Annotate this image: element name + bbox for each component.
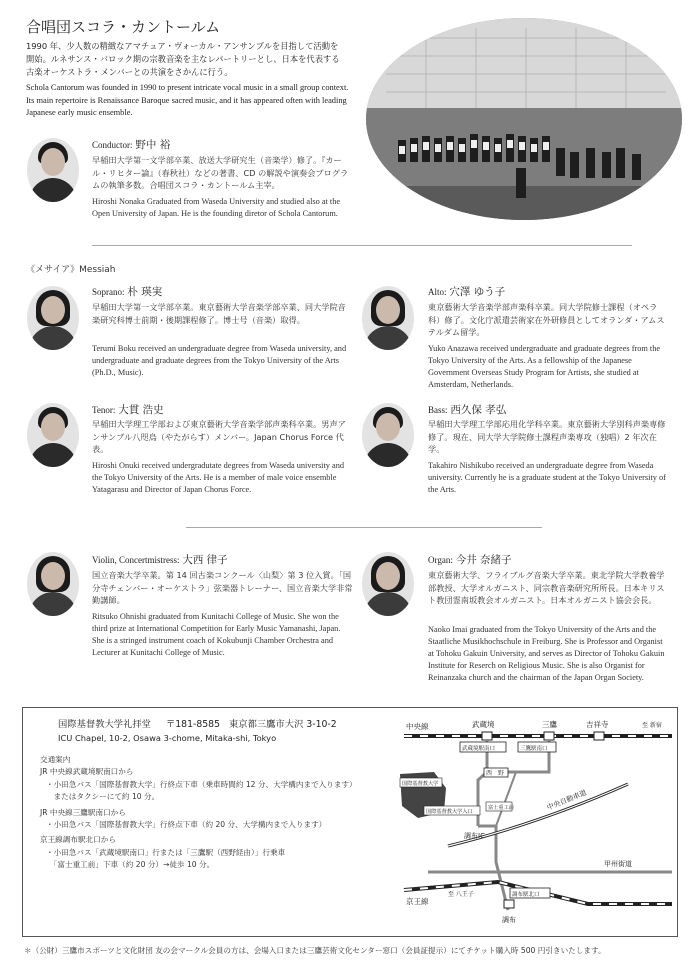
choir-description-jp: 1990 年、少人数の精緻なアマチュア・ヴォーカル・アンサンブルを目指して活動を開始。ルネサンス・バロック期の宗教音楽を主なレパートリーとし、日本を代表する古楽オーケストラ・メンバーとの共演をさかんに行う。 (26, 41, 340, 77)
soprano-photo (27, 286, 79, 350)
alto-bio-jp: 東京藝術大学音楽学部声楽科卒業。同大学院修士課程（オペラ科）修了。文化庁派遣芸術家在外研修員としてオランダ・アムステルダム留学。 (428, 302, 665, 337)
access-line: またはタクシーにて約 10 分。 (46, 792, 160, 802)
tenor-label: Tenor: (92, 405, 116, 415)
access-line: ・小田急バス「国際基督教大学」行終点下車（約 20 分、大学構内まで入ります） (46, 820, 327, 830)
bass-photo (362, 403, 414, 467)
access-heading: 交通案内 (40, 755, 71, 764)
tenor-bio-en: Hiroshi Onuki received undergradutate degrees from Waseda university and the Tokyo University of the Arts. He is a member of male voice ensemble Yatagarasu and Director of Japan Chorus Force. (92, 461, 344, 494)
access-line: ・小田急バス「武蔵境駅南口」行または「三鷹駅（西野経由）」行乗車 (46, 847, 286, 857)
map-label-chuo-expressway: 中央自動車道 (545, 788, 588, 812)
organ-photo (362, 552, 414, 616)
organ-label: Organ: (428, 555, 453, 565)
map-label-mitaka: 三鷹 (542, 720, 557, 729)
map-label-icu: 国際基督教大学 (402, 781, 439, 787)
map-label-fuji: 富士重工前 (488, 805, 514, 811)
bass-name: 西久保 孝弘 (450, 404, 507, 416)
venue-postal: 〒181-8585 (165, 719, 221, 730)
map-label-musashisakai: 武蔵境 (472, 720, 495, 729)
conductor-heading (92, 137, 170, 152)
access-line: ・小田急バス「国際基督教大学」行終点下車（乗車時間約 12 分、大学構内まで入ります） (46, 779, 357, 789)
bass-bio-jp: 早稲田大学理工学部応用化学科卒業。東京藝術大学別科声楽専修修了。現在、同大学大学院修士課程声楽専攻（独唱）2 年次在学。 (428, 419, 666, 454)
access-line: 京王線調布駅北口から (40, 835, 116, 845)
access-directions (40, 754, 380, 872)
choir-description-en: Schola Cantorum was founded in 1990 to present intricate vocal music in a small group context. Its main repertoire is Renaissance Baroque sacred music, and it has appeared often with leading Japanese early music ensemble. (26, 83, 349, 117)
venue-name: 国際基督教大学礼拝堂 (58, 719, 151, 730)
tenor-photo (27, 403, 79, 467)
map-label-chofu-ic: 調布IC (464, 832, 485, 840)
choir-photo (366, 18, 682, 220)
access-line: JR 中央線武蔵境駅南口から (40, 767, 134, 777)
organ-name: 今井 奈緒子 (455, 554, 512, 566)
map-label-icu-entrance: 国際基督教大学入口 (426, 809, 473, 815)
soprano-bio-jp: 早稲田大学第一文学部卒業。東京藝術大学音楽学部卒業、同大学院音楽研究科博士前期・後期課程修了。博士号（音楽）取得。 (92, 302, 346, 325)
tenor-heading (92, 402, 164, 417)
conductor-bio-en: Hiroshi Nonaka Graduated from Waseda University and studied also at the Open University of Japan. He is the founding diretor of Schola Cantorum. (92, 197, 341, 218)
map-label-chofu-north: 調布駅北口 (512, 892, 540, 898)
violin-label: Violin, Concertmistress: (92, 555, 180, 565)
bass-bio-en: Takahiro Nishikubo received an undergraduate degree from Waseda university. Currently he is a graduate student at the Tokyo University of the Arts. (428, 461, 666, 494)
alto-label: Alto: (428, 287, 447, 297)
soprano-label: Soprano: (92, 287, 125, 297)
venue-heading (58, 716, 337, 730)
access-line: 「富士重工前」下車（約 20 分）→徒歩 10 分。 (46, 860, 215, 870)
messiah-heading: 《メサイア》Messiah (26, 265, 116, 275)
divider (186, 527, 542, 528)
alto-bio-en: Yuko Anazawa received undergraduate and graduate degrees from the Tokyo University of the Arts. As a fellowship of the Japanese Government Overseas Study Program for Artists, she studied at Amsterdam, Netherlands. (428, 344, 661, 389)
map-label-kichijoji: 吉祥寺 (586, 720, 609, 729)
violin-bio-jp: 国立音楽大学卒業。第 14 回古楽コンクール〈山梨〉第 3 位入賞。「国分寺チェンバー・オーケストラ」弦楽器トレーナー、国立音楽大学非常勤講師。 (92, 570, 353, 605)
alto-heading (428, 284, 505, 299)
access-line: JR 中央線三鷹駅南口から (40, 807, 126, 817)
tenor-name: 大貫 浩史 (118, 404, 164, 416)
map-label-chofu: 調布 (502, 916, 516, 924)
alto-name: 穴澤 ゆう子 (449, 286, 506, 298)
conductor-label: Conductor: (92, 140, 133, 150)
choir-title: 合唱団スコラ・カントールム (26, 18, 221, 36)
soprano-name: 朴 瑛実 (127, 286, 163, 298)
divider (92, 245, 632, 246)
map-label-chuo-line: 中央線 (406, 722, 429, 731)
conductor-photo (27, 138, 79, 202)
access-map (388, 714, 674, 932)
discount-footnote: ＊（公財）三鷹市スポーツと文化財団 友の会マークル会員の方は、会場入口または三鷹芸術文化センター窓口（会員証提示）にてチケット購入時 500 円引きいたします。 (24, 946, 606, 955)
map-label-koshu: 甲州街道 (604, 860, 632, 868)
map-label-keio-line: 京王線 (406, 897, 429, 906)
map-label-musashisakai-south: 武蔵境駅南口 (462, 746, 496, 752)
violin-bio-en: Ritsuko Ohnishi graduated from Kunitachi College of Music. She won the third prize at International Competition for Early Music Yamanashi, Japan. She is a stringed instrument coach of Kokubunji Chamber Orchestra and Lecturer at Kunitachi College of Music. (92, 612, 341, 657)
soprano-bio-en: Terumi Boku received an undergraduate degree from Waseda university, and undergraduate and graduate degrees from the Tokyo University of the Arts (Ph.D., Music). (92, 344, 347, 377)
violin-heading (92, 552, 228, 567)
violin-photo (27, 552, 79, 616)
map-label-mitaka-south: 三鷹駅南口 (520, 746, 548, 752)
violin-name: 大西 律子 (182, 554, 228, 566)
map-label-to-hachioji: 至 八王子 (448, 891, 474, 898)
venue-address-en: ICU Chapel, 10-2, Osawa 3-chome, Mitaka-shi, Tokyo (58, 733, 277, 743)
bass-label: Bass: (428, 405, 448, 415)
organ-heading (428, 552, 512, 567)
bass-heading (428, 402, 506, 417)
tenor-bio-jp: 早稲田大学理工学部および東京藝術大学音楽学部声楽科卒業。男声アンサンブル八咫烏（やたがらす）メンバー。Japan Chorus Force 代表。 (92, 419, 346, 454)
conductor-bio-jp: 早稲田大学第一文学部卒業、放送大学研究生（音楽学）修了。『カール・リヒター論』（春秋社）などの著書、CD の解説や演奏会プログラムの執筆多数。合唱団スコラ・カントールム主宰。 (92, 155, 349, 190)
conductor-name: 野中 裕 (135, 139, 171, 151)
venue-address: 東京都三鷹市大沢 3-10-2 (228, 719, 337, 730)
organ-bio-en: Naoko Imai graduated from the Tokyo University of the Arts and the Staatliche Musikhochschule in Freiburg. She is Professor and Organist at Tohoku Gakuin University, and serves as Director of Tohoku Gakuin Institute for Reserch on Religious Music. She is also Organist for Reinanzaka church and the chairman of the Japan Organ Society. (428, 625, 665, 682)
alto-photo (362, 286, 414, 350)
soprano-heading (92, 284, 162, 299)
map-label-to-shinjuku: 至 新宿 (642, 722, 662, 729)
map-label-nishino: 西 野 (486, 770, 505, 777)
organ-bio-jp: 東京藝術大学、フライブルグ音楽大学卒業。東北学院大学教養学部教授、大学オルガニスト、同宗教音楽研究所所長。日本キリスト教団霊南坂教会オルガニスト。日本オルガニスト協会会長。 (428, 570, 665, 605)
